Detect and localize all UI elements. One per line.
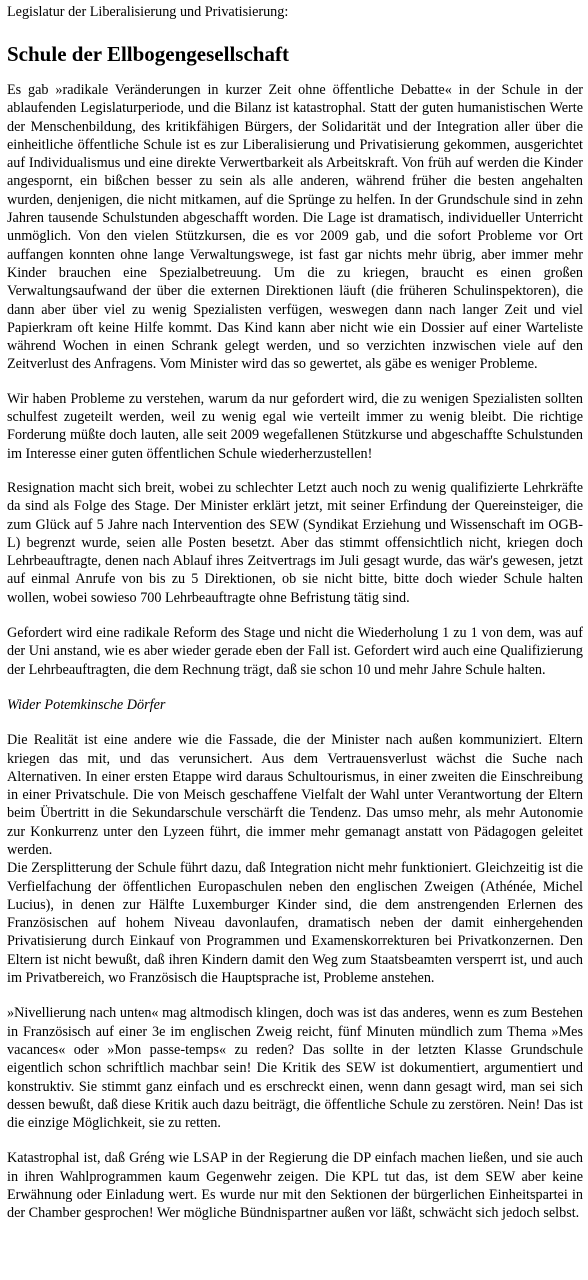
- article: [7, 0, 583, 1223]
- paragraph-resignation: Resignation macht sich breit, wobei zu schlechter Letzt auch noch zu wenig qualifizierte Lehrkräfte da sind als Folge des Stage. Der Minister erklärt jetzt, mit seiner Erfindung der Quereinsteiger, die zum Glück auf 5 Jahre nach Intervention des SEW (Syndikat Erziehung und Wissenschaft im OGB-L) begrenzt wurde, seien alle Posten besetzt. Aber das stimmt offensichtlich nicht, kriegen doch Lehrbeauftragte, denen nach Ablauf ihres Zeitvertrags im Juli gesagt wurde, das wär's gewesen, jetzt auf einmal Anrufe von bis zu 5 Direktionen, ob sie nicht bitte, bitte doch wieder Schule halten wollen, wobei sowieso 700 Lehrbeauftragte ohne Befristung tätig sind.: [7, 479, 583, 606]
- paragraph-levelling: »Nivellierung nach unten« mag altmodisch klingen, doch was ist das anderes, wenn es zum Bestehen in Französisch auf einer 3e im englischen Zweig reicht, fünf Minuten mündlich zum Thema »Mes vacances« oder »Mon passe-temps« zu reden? Das sollte in der letzten Klasse Grundschule eigentlich schon schriftlich machbar sein! Die Kritik des SEW ist dokumentiert, argumentiert und konstruktiv. Sie stimmt ganz einfach und es erschreckt einen, wenn dann gesagt wird, man sei sich dessen bewußt, daß diese Kritik auch dazu beiträgt, die öffentliche Schule zu zerstören. Nein! Das ist die einzige Möglichkeit, sie zu retten.: [7, 1005, 583, 1132]
- paragraph-stage-reform: Gefordert wird eine radikale Reform des Stage und nicht die Wiederholung 1 zu 1 von dem, was auf der Uni anstand, wie es aber wieder gerade eben der Fall ist. Gefordert wird auch eine Qualifizierung der Lehrbeauftragten, die dem Rechnung trägt, daß sie schon 10 und mehr Jahre Schule halten.: [7, 625, 583, 678]
- paragraph-specialists: Wir haben Probleme zu verstehen, warum da nur gefordert wird, die zu wenigen Spezialisten sollten schulfest zugeteilt werden, weil zu wenig egal wie verteilt immer zu wenig bleibt. Die richtige Forderung müßte doch lauten, alle seit 2009 wegefallenen Stützkurse und abgeschaffte Schulstunden im Interesse einer guten öffentlichen Schule wiederherzustellen!: [7, 390, 583, 462]
- paragraph-fragmentation: Die Zersplitterung der Schule führt dazu, daß Integration nicht mehr funktioniert. Gleichzeitig ist die Verfielfachung der öffentlichen Europaschulen neben den englischen Zweigen (Athénée, Michel Lucius), in denen zur Hälfte Luxemburger Kinder sind, die dem anstrengenden Erlernen des Französischen auf hohem Niveau davonlaufen, dramatisch neben der damit einhergehenden Privatisierung durch Einkauf von Programmen und Examenskorrekturen bei Privatkonzernen. Den Eltern ist nicht bewußt, daß ihren Kindern damit den Weg zum Staatsbeamten versperrt ist, und auch im Privatbereich, wo Französisch die Hauptsprache ist, Probleme anstehen.: [7, 860, 583, 987]
- paragraph-reality: Die Realität ist eine andere wie die Fassade, die der Minister nach außen kommuniziert. Eltern kriegen das mit, und das verunsichert. Aus dem Vertrauensverlust wächst die Suche nach Alternativen. In einer ersten Etappe wird daraus Schultourismus, in einer zweiten die Einschreibung in einer Privatschule. Die von Meisch geschaffene Vielfalt der Wahl unter Verantwortung der Eltern beim Übertritt in die Sekundarschule verschärft die Tendenz. Das umso mehr, als mehr Autonomie zur Konkurrenz unter den Lyzeen führt, die immer mehr gemanagt anstatt von Pädagogen geleitet werden.: [7, 732, 583, 858]
- paragraph-coalition: Katastrophal ist, daß Gréng wie LSAP in der Regierung die DP einfach machen ließen, und sie auch in ihren Wahlprogrammen kaum Gegenwehr zeigen. Die KPL tut das, ist dem SEW aber keine Erwähnung oder Einladung wert. Es wurde nur mit den Sektionen der bürgerlichen Einheitspartei in der Chamber gesprochen! Wer mögliche Bündnispartner außen vor läßt, schwächt sich jedoch selbst.: [7, 1150, 583, 1222]
- article-title: Schule der Ellbogengesellschaft: [7, 42, 289, 66]
- subheading: Wider Potemkinsche Dörfer: [7, 696, 166, 713]
- article-kicker: Legislatur der Liberalisierung und Privatisierung:: [7, 4, 289, 20]
- paragraph-intro: Es gab »radikale Veränderungen in kurzer Zeit ohne öffentliche Debatte« in der Schule in der ablaufenden Legislaturperiode, und die Bilanz ist katastrophal. Statt der guten humanistischen Werte der Menschenbildung, des kritikfähigen Bürgers, der Solidarität und der Integration aller über die einheitliche öffentliche Schule ist es zur Liberalisierung und Privatisierung gekommen, ausgerichtet auf Individualismus und eine direkte Verwertbarkeit als Arbeitskraft. Von früh auf werden die Kinder angespornt, ein bißchen besser zu sein als alle anderen, während früher die besten angehalten wurden, denjenigen, die nicht mitkamen, auf die Sprünge zu helfen. In der Grundschule sind in zehn Jahren tausende Schulstunden abgeschafft worden. Die Lage ist dramatisch, individueller Unterricht unmöglich. Von den vielen Stützkursen, die es vor 2009 gab, und die sofort Probleme vor Ort auffangen konnten ohne lange Verwaltungswege, ist fast gar nichts mehr übrig, aber immer mehr Kinder brauchen eine Spezialbetreuung. Um die zu kriegen, braucht es einen großen Verwaltungsaufwand der über die externen Direktionen läuft (die früheren Schulinspektoren), die dann aber über viel zu wenig Spezialisten verfügen, weswegen dann nach langer Zeit und viel Papierkram oft keine Hilfe kommt. Das Kind kann aber nicht wie ein Dossier auf einer Warteliste während Wochen in einen Schrank gelegt werden, und so verzichten inzwischen viele auf den Zeitverlust des Anfragens. Vom Minister wird das so gewertet, als gäbe es weniger Probleme.: [7, 82, 583, 373]
